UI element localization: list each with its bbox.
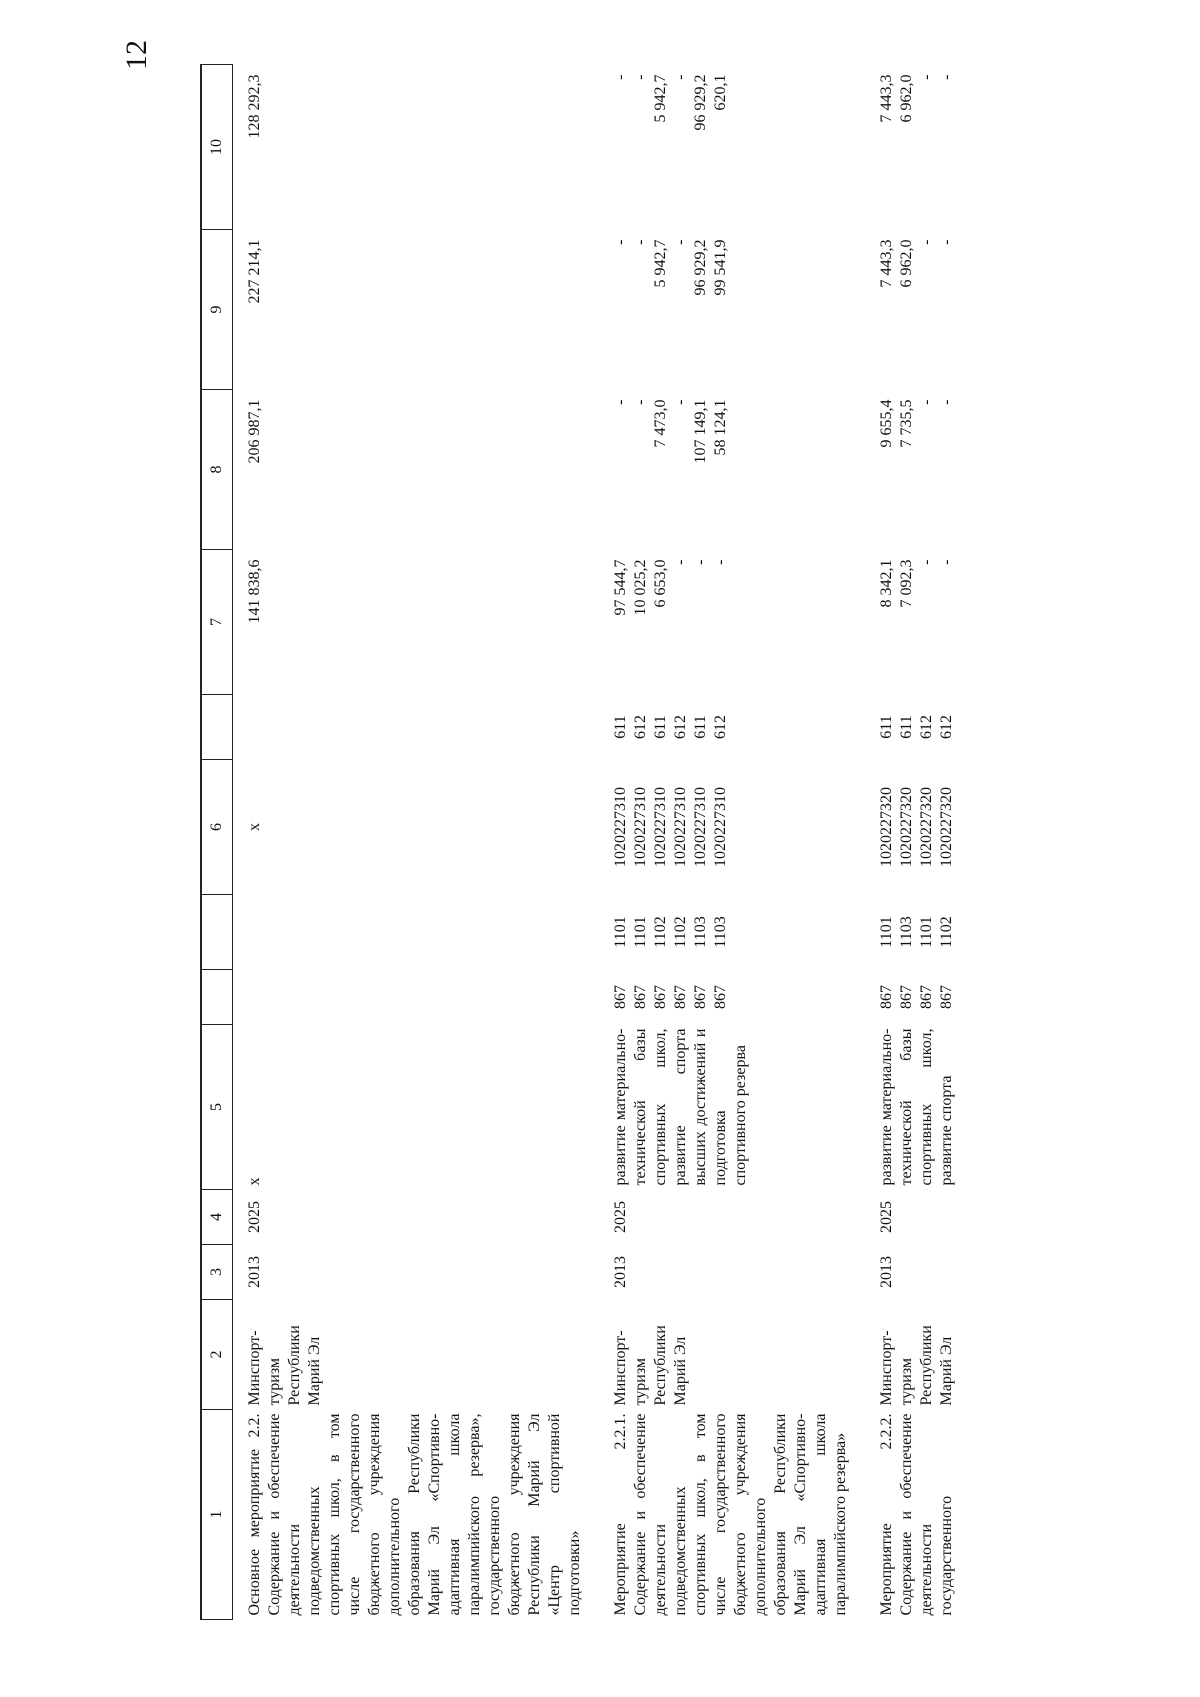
list-item: 1103 [898, 916, 915, 948]
list-item: - [692, 559, 709, 565]
header-cell: 6 [201, 760, 233, 895]
list-item: - [612, 74, 629, 80]
list-item: 1020227310 [612, 787, 629, 867]
value-col10-list [599, 65, 865, 230]
list-item: - [938, 399, 955, 405]
list-item: 128 292,3 [246, 74, 263, 139]
list-item: 867 [898, 985, 915, 1009]
header-cell: 4 [201, 1190, 233, 1245]
list-item: 612 [632, 715, 649, 739]
header-cell [201, 970, 233, 1025]
list-item: 7 443,3 [878, 239, 895, 288]
list-item: 611 [692, 715, 709, 739]
list-item: 5 942,7 [652, 74, 669, 123]
list-item: 612 [938, 715, 955, 739]
list-item: 5 942,7 [652, 239, 669, 288]
list-item: 612 [918, 715, 935, 739]
header-cell: 9 [201, 230, 233, 390]
start-year-cell: 2013 [878, 1256, 895, 1288]
activity-name-cell: Основное мероприятие 2.2. Содержание и обеспечение деятельности подведомственных спортивных школ, в том числе государственного бюджетного учреждения дополнительного образования Республики Марий Эл «Спортивно-адаптивная школа паралимпийского резерва», государственного бюджетного учреждения Республики Марий Эл «Центр спортивной подготовки» [246, 1413, 583, 1616]
list-item: 1102 [652, 916, 669, 948]
page-number: 12 [120, 40, 153, 70]
value-col9-list [599, 230, 865, 390]
csr-list [233, 760, 600, 895]
list-item: - [938, 74, 955, 80]
grbs-list [599, 970, 865, 1025]
list-item: 206 987,1 [246, 399, 263, 464]
header-cell: 5 [201, 1025, 233, 1190]
rzpr-list [233, 895, 600, 970]
list-item: 612 [712, 715, 729, 739]
end-year-cell: 2025 [612, 1201, 629, 1233]
rzpr-list [865, 895, 971, 970]
grbs-list [233, 970, 600, 1025]
result-description-cell: развитие материально-технической базы спортивных школ, развитие спорта [878, 1028, 955, 1186]
list-item: 611 [878, 715, 895, 739]
list-item: 96 929,2 [692, 74, 709, 131]
list-item: - [672, 239, 689, 245]
list-item: - [632, 74, 649, 80]
value-col7-list [233, 550, 600, 695]
list-item: 99 541,9 [712, 239, 729, 296]
list-item: - [612, 399, 629, 405]
header-cell: 7 [201, 550, 233, 695]
list-item: 58 124,1 [712, 399, 729, 456]
header-cell: 8 [201, 390, 233, 550]
list-item: - [632, 239, 649, 245]
vr-list [233, 695, 600, 760]
list-item: 611 [612, 715, 629, 739]
header-cell: 2 [201, 1300, 233, 1410]
list-item: 1103 [712, 916, 729, 948]
result-description-cell: х [246, 1177, 263, 1186]
end-year-cell: 2025 [246, 1201, 263, 1233]
list-item: 1020227320 [898, 787, 915, 867]
table-row [599, 65, 865, 1620]
list-item: 227 214,1 [246, 239, 263, 304]
list-item: 7 443,3 [878, 74, 895, 123]
header-cell: 1 [201, 1410, 233, 1620]
value-col10-list [865, 65, 971, 230]
list-item: 867 [672, 985, 689, 1009]
list-item: 611 [898, 715, 915, 739]
list-item: - [632, 399, 649, 405]
list-item: 867 [938, 985, 955, 1009]
list-item: 612 [672, 715, 689, 739]
list-item: 867 [712, 985, 729, 1009]
list-item: 7 473,0 [652, 399, 669, 448]
list-item: 1102 [672, 916, 689, 948]
list-item: 107 149,1 [692, 399, 709, 464]
list-item: 1101 [878, 916, 895, 948]
list-item: 1020227310 [712, 787, 729, 867]
list-item: - [918, 559, 935, 565]
list-item: 1101 [918, 916, 935, 948]
list-item: 10 025,2 [632, 559, 649, 616]
vr-list [865, 695, 971, 760]
program-table [200, 64, 971, 1620]
list-item: 1101 [612, 916, 629, 948]
list-item: - [938, 559, 955, 565]
list-item: 97 544,7 [612, 559, 629, 616]
result-description-cell: развитие материально-технической базы спортивных школ, развитие спорта высших достижений и подготовка спортивного резерва [612, 1028, 749, 1186]
list-item: - [918, 239, 935, 245]
list-item: х [246, 823, 263, 831]
list-item: 867 [692, 985, 709, 1009]
list-item: 1020227310 [692, 787, 709, 867]
list-item: 1020227310 [672, 787, 689, 867]
list-item: 6 653,0 [652, 559, 669, 608]
value-col9-list [233, 230, 600, 390]
end-year-cell: 2025 [878, 1201, 895, 1233]
activity-name-cell: Мероприятие 2.2.2. Содержание и обеспечение деятельности государственного [878, 1413, 955, 1616]
csr-list [865, 760, 971, 895]
list-item: 620,1 [712, 74, 729, 111]
list-item: 141 838,6 [246, 559, 263, 624]
list-item: 8 342,1 [878, 559, 895, 608]
list-item: 867 [652, 985, 669, 1009]
executor-cell: Минспорт-туризм Республики Марий Эл [878, 1325, 955, 1406]
value-col9-list [865, 230, 971, 390]
executor-cell: Минспорт-туризм Республики Марий Эл [612, 1325, 689, 1406]
list-item: 7 092,3 [898, 559, 915, 608]
list-item: 7 735,5 [898, 399, 915, 448]
header-cell [201, 895, 233, 970]
list-item: - [672, 399, 689, 405]
value-col8-list [599, 390, 865, 550]
list-item: 867 [878, 985, 895, 1009]
activity-name-cell: Мероприятие 2.2.1. Содержание и обеспечение деятельности подведомственных спортивных школ, в том числе государственного бюджетного учреждения дополнительного образования Республики Марий Эл «Спортивно-адаптивная школа паралимпийского резерва» [612, 1413, 849, 1616]
list-item: 1020227310 [632, 787, 649, 867]
list-item: 6 962,0 [898, 239, 915, 288]
list-item: 9 655,4 [878, 399, 895, 448]
value-col8-list [865, 390, 971, 550]
table-row [865, 65, 971, 1620]
list-item: - [938, 239, 955, 245]
header-cell [201, 695, 233, 760]
list-item: 867 [632, 985, 649, 1009]
list-item: 1102 [938, 916, 955, 948]
list-item: 1103 [692, 916, 709, 948]
list-item: - [612, 239, 629, 245]
list-item: - [918, 74, 935, 80]
list-item: - [672, 559, 689, 565]
header-row [201, 65, 233, 1620]
start-year-cell: 2013 [246, 1256, 263, 1288]
value-col10-list [233, 65, 600, 230]
rotated-table-container [200, 20, 1200, 1620]
list-item: - [672, 74, 689, 80]
value-col7-list [599, 550, 865, 695]
executor-cell: Минспорт-туризм Республики Марий Эл [246, 1325, 323, 1406]
list-item: 611 [652, 715, 669, 739]
list-item: 1101 [632, 916, 649, 948]
list-item: 867 [612, 985, 629, 1009]
list-item: - [918, 399, 935, 405]
csr-list [599, 760, 865, 895]
list-item: 867 [918, 985, 935, 1009]
table-body [233, 65, 972, 1620]
list-item: - [712, 559, 729, 565]
list-item: 1020227310 [652, 787, 669, 867]
list-item: 1020227320 [918, 787, 935, 867]
header-cell: 10 [201, 65, 233, 230]
rzpr-list [599, 895, 865, 970]
list-item: 6 962,0 [898, 74, 915, 123]
list-item: 1020227320 [938, 787, 955, 867]
list-item: 1020227320 [878, 787, 895, 867]
grbs-list [865, 970, 971, 1025]
list-item: 96 929,2 [692, 239, 709, 296]
start-year-cell: 2013 [612, 1256, 629, 1288]
header-cell: 3 [201, 1245, 233, 1300]
vr-list [599, 695, 865, 760]
table-row [233, 65, 600, 1620]
value-col8-list [233, 390, 600, 550]
value-col7-list [865, 550, 971, 695]
